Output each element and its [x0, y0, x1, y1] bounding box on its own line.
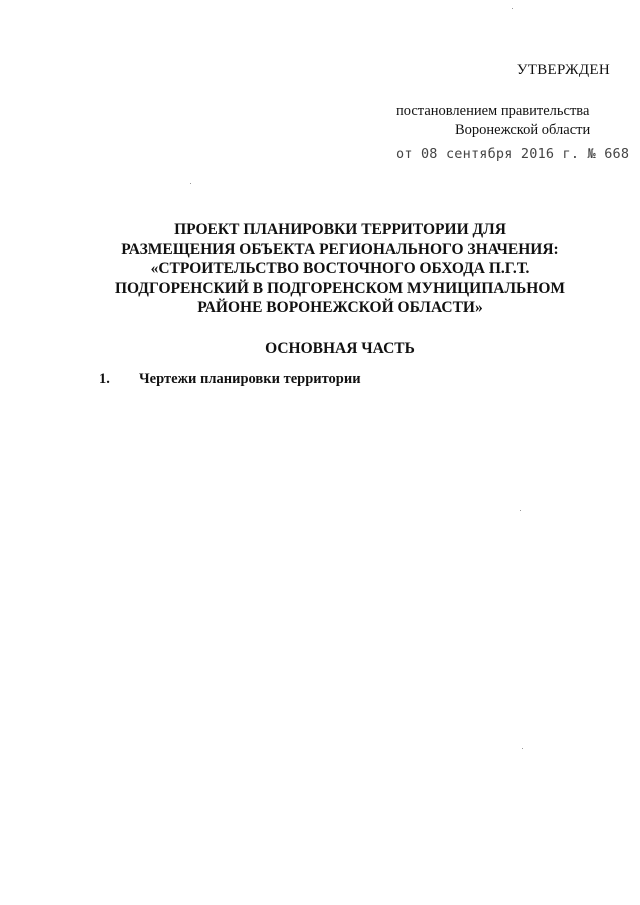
title-line: ПРОЕКТ ПЛАНИРОВКИ ТЕРРИТОРИИ ДЛЯ — [174, 221, 506, 238]
list-item-number: 1. — [99, 371, 110, 387]
resolution-line-2: Воронежской области — [455, 122, 591, 138]
title-line: РАЙОНЕ ВОРОНЕЖСКОЙ ОБЛАСТИ» — [197, 299, 483, 316]
scan-speck — [520, 510, 521, 511]
list-item — [99, 371, 361, 388]
resolution-date-number: от 08 сентября 2016 г. № 668 — [396, 146, 630, 162]
title-line: ПОДГОРЕНСКИЙ В ПОДГОРЕНСКОМ МУНИЦИПАЛЬНОМ — [114, 279, 566, 297]
approved-label: УТВЕРЖДЕН — [516, 62, 610, 78]
title-line: «СТРОИТЕЛЬСТВО ВОСТОЧНОГО ОБХОДА П.Г.Т. — [150, 260, 530, 277]
scan-speck — [512, 8, 513, 9]
scan-speck — [190, 183, 191, 184]
resolution-text — [396, 102, 606, 140]
scan-speck — [522, 748, 523, 749]
section-heading: ОСНОВНАЯ ЧАСТЬ — [265, 340, 415, 357]
document-title — [90, 220, 590, 318]
title-line: РАЗМЕЩЕНИЯ ОБЪЕКТА РЕГИОНАЛЬНОГО ЗНАЧЕНИЯ: — [121, 240, 559, 258]
resolution-line-1: постановлением правительства — [396, 103, 590, 119]
list-item-text: Чертежи планировки территории — [139, 371, 361, 387]
